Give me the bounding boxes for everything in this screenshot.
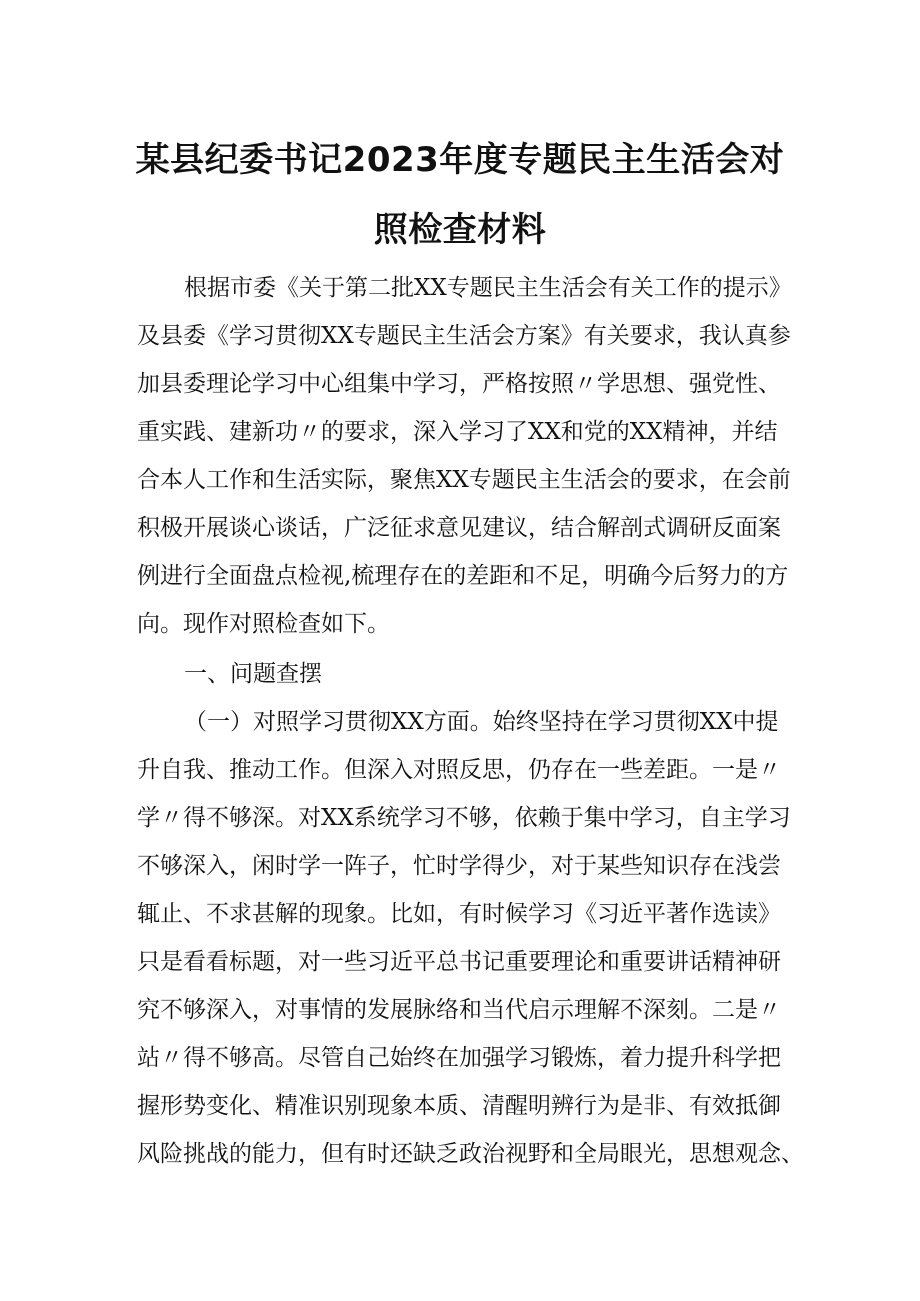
body-line-5: 合本人工作和生活实际，聚焦XX专题民主生活会的要求，在会前 xyxy=(137,467,791,493)
body-line-8: 向。现作对照检查如下。 xyxy=(137,611,390,637)
section-heading: 一、问题查摆 xyxy=(184,661,322,687)
body-line-17: 站〃得不够高。尽管自己始终在加强学习锻炼，着力提升科学把 xyxy=(137,1045,781,1071)
body-line-4: 重实践、建新功〃的要求，深入学习了XX和党的XX精神，并结 xyxy=(137,419,778,445)
body-line-14: 辄止、不求甚解的现象。比如，有时候学习《习近平著作选读》 xyxy=(137,901,781,927)
body-line-13: 不够深入，闲时学一阵子，忙时学得少，对于某些知识存在浅尝 xyxy=(137,853,781,879)
body-line-15: 只是看看标题，对一些习近平总书记重要理论和重要讲话精神研 xyxy=(137,949,781,975)
body-line-6: 积极开展谈心谈话，广泛征求意见建议，结合解剖式调研反面案 xyxy=(137,515,781,541)
body-line-1: 根据市委《关于第二批XX专题民主生活会有关工作的提示》 xyxy=(184,275,792,301)
body-line-16: 究不够深入，对事情的发展脉络和当代启示理解不深刻。二是〃 xyxy=(137,997,781,1023)
body-line-7: 例进行全面盘点检视,梳理存在的差距和不足，明确今后努力的方 xyxy=(137,563,789,589)
body-line-11: 升自我、推动工作。但深入对照反思，仍存在一些差距。一是〃 xyxy=(137,757,781,783)
body-line-3: 加县委理论学习中心组集中学习，严格按照〃学思想、强党性、 xyxy=(137,371,781,397)
body-line-2: 及县委《学习贯彻XX专题民主生活会方案》有关要求，我认真参 xyxy=(137,323,791,349)
document-title-line-2: 照检查材料 xyxy=(373,210,547,250)
document-title-line-1: 某县纪委书记2023年度专题民主生活会对 xyxy=(135,140,785,180)
body-line-19: 风险挑战的能力，但有时还缺乏政治视野和全局眼光，思想观念、 xyxy=(137,1141,804,1167)
body-line-10: （一）对照学习贯彻XX方面。始终坚持在学习贯彻XX中提 xyxy=(184,709,779,735)
body-line-18: 握形势变化、精准识别现象本质、清醒明辨行为是非、有效抵御 xyxy=(137,1093,781,1119)
body-line-12: 学〃得不够深。对XX系统学习不够，依赖于集中学习，自主学习 xyxy=(137,805,791,831)
